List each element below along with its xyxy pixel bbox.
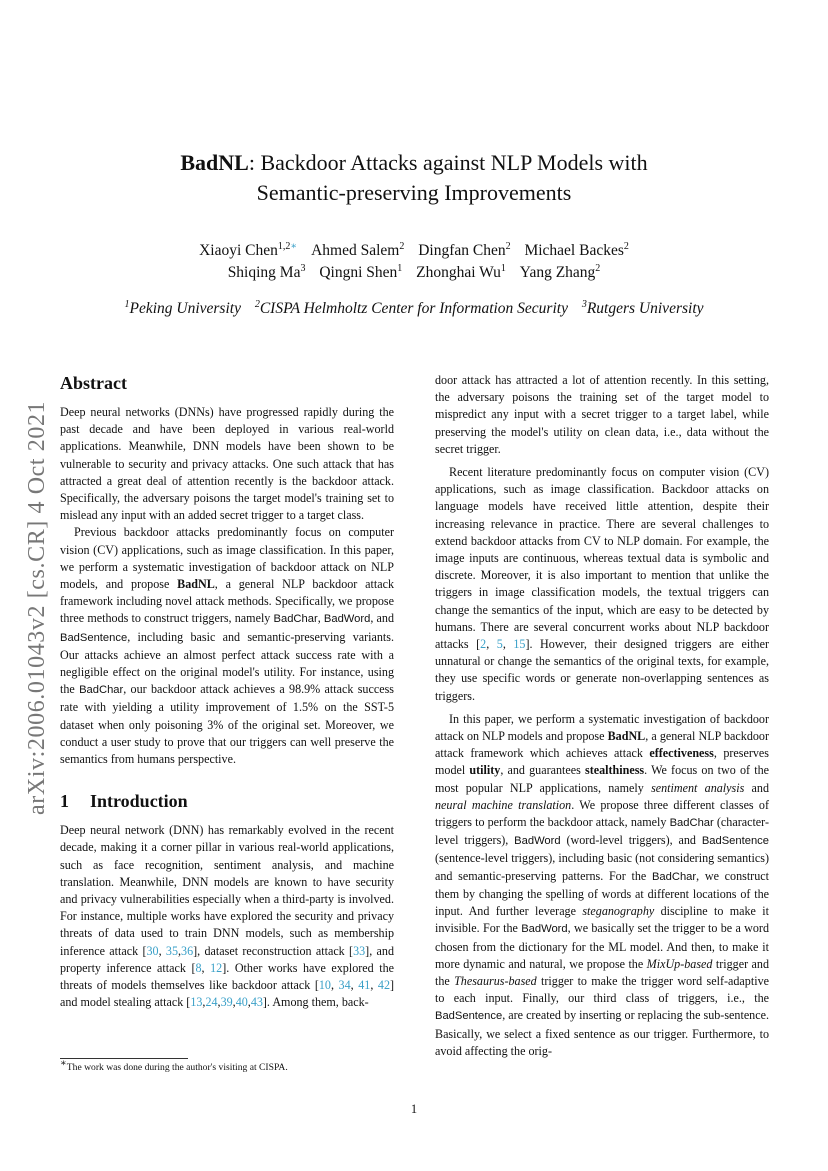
text-run: , we basically set the trigger to be a word chosen from the dictionary for the ML model. And then, to make it more dynamic and natural, we propose the xyxy=(435,921,770,971)
author-name: Qingni Shen xyxy=(319,264,398,281)
text-run: , xyxy=(247,995,251,1010)
text-run: , xyxy=(232,995,236,1010)
author xyxy=(311,242,404,259)
citation-link[interactable]: 42 xyxy=(377,978,390,993)
bold-term: stealthiness xyxy=(584,763,645,778)
paper-title xyxy=(0,148,828,208)
framework-name: BadNL xyxy=(177,577,215,592)
author-name: Xiaoyi Chen xyxy=(199,242,278,259)
author-list xyxy=(0,240,828,284)
trigger-name: BadWord xyxy=(323,613,371,626)
author-name: Yang Zhang xyxy=(519,264,596,281)
citation-link[interactable]: 33 xyxy=(353,943,366,958)
citation-link[interactable]: 24 xyxy=(205,995,218,1010)
text-run: , are created by inserting or replacing the sub-sentence. Basically, we select a fixed sentence as our trigger. Furthermore, to avoid affecting the orig- xyxy=(435,1008,769,1058)
section-number: 1 xyxy=(60,791,69,812)
citation-link[interactable]: 12 xyxy=(210,960,223,975)
text-run: , and guarantees xyxy=(500,763,585,778)
author xyxy=(418,242,510,259)
abstract-paragraph-2 xyxy=(60,524,394,768)
author-affil-sup: 2 xyxy=(595,262,601,274)
title-bold-name: BadNL xyxy=(180,150,249,175)
text-run: , our backdoor attack achieves a 98.9% attack success rate with yielding a utility improvement of 1.5% on the SST-5 dataset when only poisoning 3% of the original set. Moreover, we conduct a user study to prove that our triggers can well preserve the semantics from humans perspective. xyxy=(60,682,394,767)
text-run: Previous backdoor attacks predominantly focus on computer vision (CV) applications, such as image classification. In this paper, we perform a systematic investigation of backdoor attack on NLP models, and propose xyxy=(60,525,394,592)
affiliation-name: Rutgers University xyxy=(586,300,704,317)
bold-term: utility xyxy=(469,763,501,778)
text-run: (sentence-level triggers), including basic (not considering semantics) and semantic-preserving patterns. For the xyxy=(435,851,769,883)
citation-link[interactable]: 10 xyxy=(318,978,331,993)
intro-paragraph-2 xyxy=(435,464,769,705)
arxiv-stamp: arXiv:2006.01043v2 [cs.CR] 4 Oct 2021 xyxy=(24,400,50,815)
author xyxy=(416,264,506,281)
citation-link[interactable]: 5 xyxy=(496,637,503,652)
text-run: , xyxy=(330,978,339,993)
citation-link[interactable]: 39 xyxy=(220,995,233,1010)
author-affil-sup: 2 xyxy=(623,240,629,252)
affiliations xyxy=(0,300,828,318)
citation-link[interactable]: 30 xyxy=(146,943,159,958)
footnote-mark: ∗ xyxy=(60,1057,67,1069)
author-name: Michael Backes xyxy=(524,242,624,259)
author xyxy=(228,264,306,281)
affiliation xyxy=(582,300,704,317)
italic-term: Thesaurus-based xyxy=(454,973,537,988)
introduction-heading xyxy=(60,790,394,812)
italic-term: steganography xyxy=(582,904,655,919)
text-run: , xyxy=(317,611,324,626)
citation-link[interactable]: 15 xyxy=(513,637,526,652)
text-run: ]. Other works have explored the threats of models themselves like backdoor attack [ xyxy=(60,960,395,993)
trigger-name: BadChar xyxy=(651,870,697,883)
text-run: trigger to make the trigger word self-adaptive to each input. Finally, our third class of triggers, i.e., the xyxy=(435,973,769,1006)
affiliation-sup: 2 xyxy=(254,298,260,310)
author xyxy=(520,264,601,281)
text-run: , xyxy=(502,637,514,652)
author-row-2 xyxy=(0,262,828,284)
text-run: (character-level triggers), xyxy=(435,815,769,848)
author-affil-sup: 2 xyxy=(399,240,405,252)
citation-link[interactable]: 13 xyxy=(190,995,203,1010)
abstract-heading: Abstract xyxy=(60,373,127,393)
text-run: ]. However, their designed triggers are either unnatural or change the semantics of the original texts, for example, they use specific words or generate non-overlapping sentences as triggers. xyxy=(435,637,769,703)
author xyxy=(524,242,628,259)
title-line1: : Backdoor Attacks against NLP Models with xyxy=(248,150,648,175)
trigger-name: BadChar xyxy=(273,613,318,626)
trigger-name: BadWord xyxy=(514,835,561,848)
affiliation xyxy=(124,300,240,317)
affiliation-sup: 3 xyxy=(581,298,587,310)
text-run: , preserves model xyxy=(435,746,769,778)
text-run: . We focus on two of the most popular NLP applications, namely xyxy=(435,763,769,795)
author xyxy=(199,242,297,259)
text-run: ], dataset reconstruction attack [ xyxy=(193,943,354,958)
author-name: Dingfan Chen xyxy=(418,242,506,259)
text-run: Recent literature predominantly focus on computer vision (CV) applications, such as image classification. Backdoor attacks on language models have received little attention, despite their increasing relevance in practice. There are several challenges to extend backdoor attacks from CV to NLP domain. For example, the image inputs are continuous, whereas textual data is symbolic and discrete. Moreover, it is also important to mention that unlike the triggers in image classification models, the textual triggers can change the semantics of the input, which are easy to be detected by humans. There are several concurrent works about NLP backdoor attacks [ xyxy=(435,465,769,652)
intro-paragraph-1 xyxy=(60,822,394,1011)
text-run: , xyxy=(158,943,166,958)
author xyxy=(319,264,402,281)
text-run: , xyxy=(350,978,359,993)
citation-link[interactable]: 40 xyxy=(235,995,248,1010)
title-line2: Semantic-preserving Improvements xyxy=(256,180,572,205)
text-run: trigger and the xyxy=(435,956,769,988)
author-row-1 xyxy=(0,240,828,262)
text-run: , a general NLP backdoor attack framework which achieves attack xyxy=(435,729,769,761)
text-run: , including basic and semantic-preserving variants. Our attacks achieve an almost perfect attack success rate with a negligible effect on the original model's utility. For instance, using the xyxy=(60,629,394,697)
intro-paragraph-3 xyxy=(435,711,769,1060)
page-number: 1 xyxy=(410,1102,418,1116)
author-affil-sup: 1 xyxy=(500,262,506,274)
text-run: Deep neural network (DNN) has remarkably evolved in the recent decade, making it a corner pillar in various real-world applications, such as face recognition, sentiment analysis, and machine translation. Meanwhile, DNN models are known to have security and privacy vulnerabilities especially when a third-party is involved. For instance, multiple works have explored the security and privacy threats of data used to train DNN models, such as membership inference attack [ xyxy=(60,823,394,958)
text-run: ], and property inference attack [ xyxy=(60,943,394,975)
author-name: Ahmed Salem xyxy=(311,242,400,259)
abstract-paragraph-1: Deep neural networks (DNNs) have progressed rapidly during the past decade and have been deployed in various real-world applications. Meanwhile, DNN models have been shown to be vulnerable to security and privacy attacks. One such attack that has attracted a great deal of attention recently is the backdoor attack. Specifically, the adversary poisons the target model's training set to mislead any input with an added secret trigger to a target class. xyxy=(60,405,394,523)
italic-term: MixUp-based xyxy=(646,956,713,971)
author-affil-sup: 3 xyxy=(300,262,306,274)
footnote-mark-link[interactable]: ∗ xyxy=(290,240,298,252)
text-run: , we construct them by changing the spelling of words at different locations of the input. And further leverage xyxy=(435,868,769,919)
author-affil-sup: 1,2 xyxy=(277,240,291,252)
italic-term: sentiment analysis xyxy=(651,780,745,795)
author-name: Zhonghai Wu xyxy=(416,264,501,281)
text-run: . We propose three different classes of triggers to perform the backdoor attack, namely xyxy=(435,797,769,830)
right-column xyxy=(435,372,769,1060)
text-run: , a general NLP backdoor attack framework including novel attack methods. Specifically, we propose three methods to construct triggers, namely xyxy=(60,577,395,626)
trigger-name: BadChar xyxy=(79,684,124,697)
text-run: and xyxy=(744,780,769,795)
citation-link[interactable]: 41 xyxy=(358,978,371,993)
left-column xyxy=(60,372,394,1012)
citation-link[interactable]: 36 xyxy=(181,943,194,958)
affiliation-sup: 1 xyxy=(124,298,130,310)
citation-link[interactable]: 34 xyxy=(338,978,351,993)
affiliation-name: CISPA Helmholtz Center for Information Security xyxy=(259,300,568,317)
citation-link[interactable]: 35 xyxy=(165,943,179,958)
trigger-name: BadChar xyxy=(669,817,714,830)
footnote-rule xyxy=(60,1058,188,1059)
text-run: , xyxy=(217,995,221,1010)
author-affil-sup: 2 xyxy=(505,240,511,252)
text-run: , xyxy=(201,960,211,975)
bold-term: effectiveness xyxy=(649,746,714,761)
section-title: Introduction xyxy=(90,791,188,812)
text-run: discipline to make it invisible. For the xyxy=(435,904,770,936)
text-run: , xyxy=(202,995,206,1010)
footnote xyxy=(60,1057,288,1073)
text-run: ] and model stealing attack [ xyxy=(60,978,395,1010)
trigger-name: BadSentence xyxy=(435,1010,503,1023)
italic-term: neural machine translation xyxy=(435,797,572,812)
trigger-name: BadSentence xyxy=(701,835,769,848)
text-run: , xyxy=(370,978,378,993)
affiliation xyxy=(255,300,568,317)
text-run: , xyxy=(486,637,497,652)
framework-name: BadNL xyxy=(607,729,646,744)
footnote-text: The work was done during the author's visiting at CISPA. xyxy=(66,1062,288,1073)
author-name: Shiqing Ma xyxy=(227,264,301,281)
citation-link[interactable]: 2 xyxy=(480,637,487,652)
text-run: (word-level triggers), and xyxy=(560,833,702,848)
text-run: , and xyxy=(370,611,394,626)
intro-paragraph-cont: door attack has attracted a lot of attention recently. In this setting, the adversary poisons the training set of the target model to mispredict any input with a secret trigger to a target label, while preserving the model's utility on clean data, i.e., data without the secret trigger. xyxy=(435,373,769,456)
citation-link[interactable]: 43 xyxy=(250,995,263,1010)
trigger-name: BadWord xyxy=(521,923,568,936)
text-run: In this paper, we perform a systematic investigation of backdoor attack on NLP models and propose xyxy=(435,711,769,744)
trigger-name: BadSentence xyxy=(60,631,128,644)
affiliation-name: Peking University xyxy=(129,300,241,317)
author-affil-sup: 1 xyxy=(397,262,403,274)
text-run: ]. Among them, back- xyxy=(262,995,369,1010)
text-run: , xyxy=(178,943,182,958)
citation-link[interactable]: 8 xyxy=(195,960,202,975)
